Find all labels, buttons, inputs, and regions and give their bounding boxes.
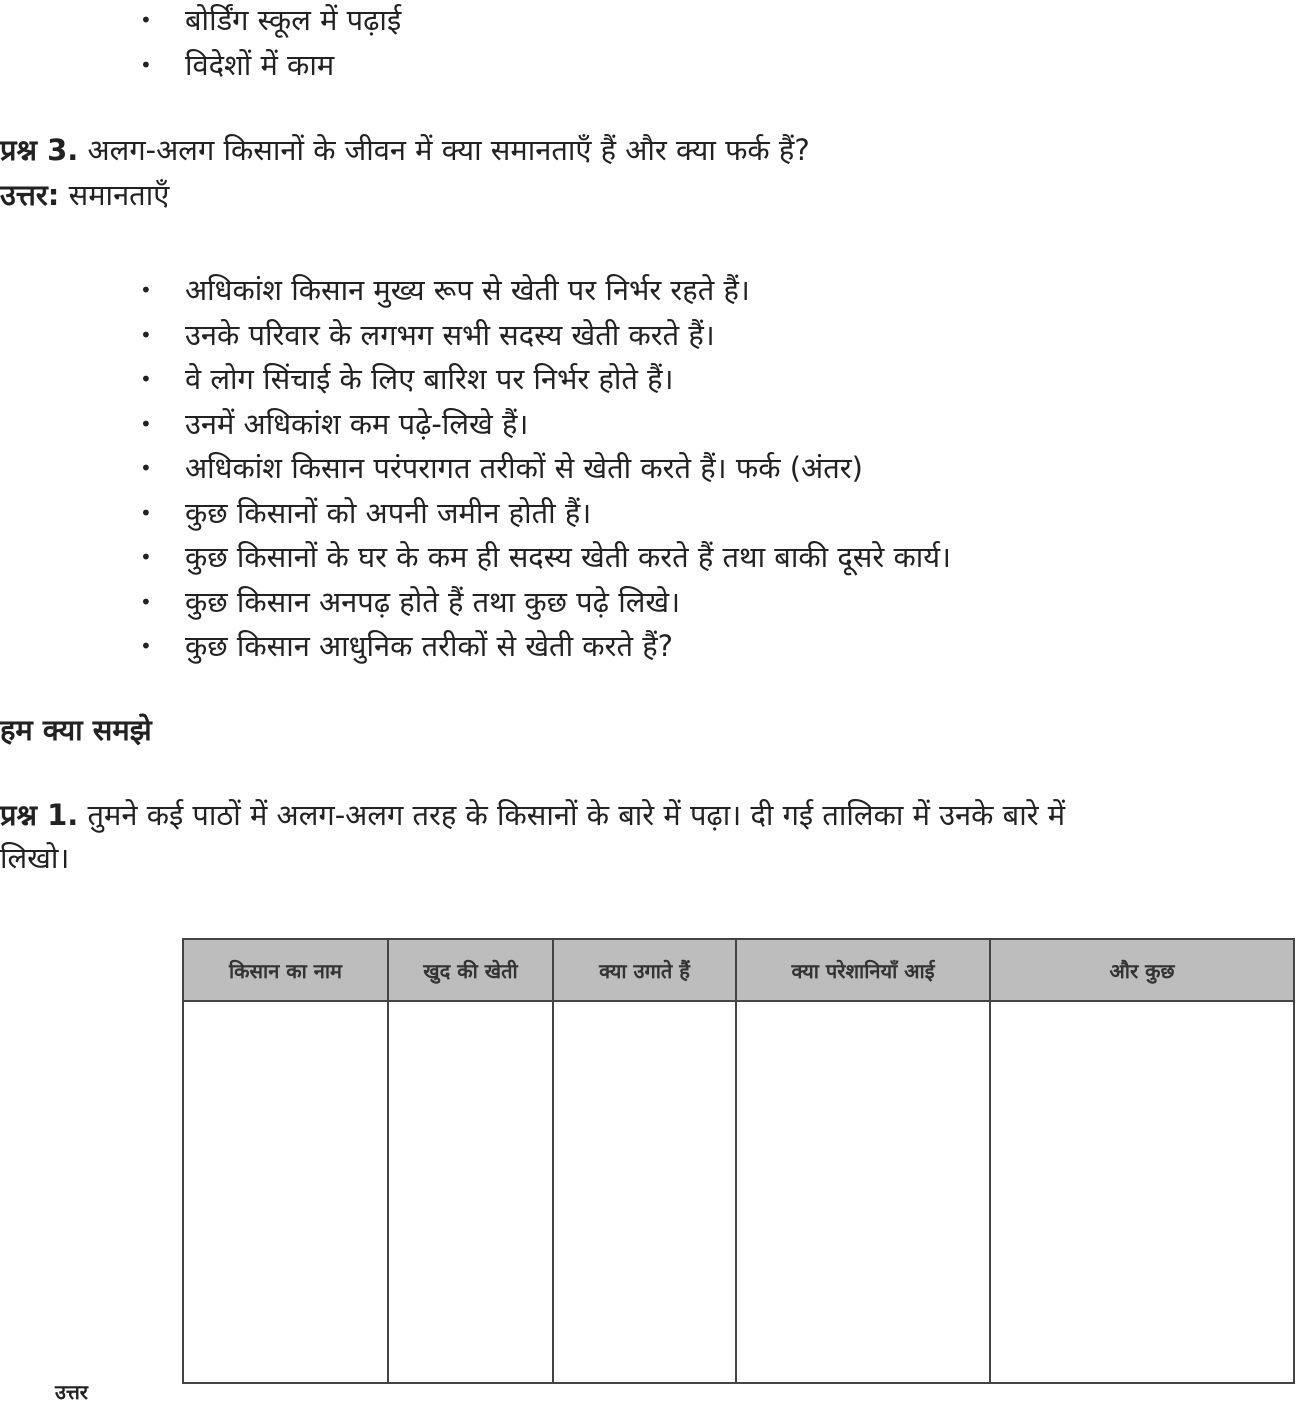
bullet-icon: • — [140, 278, 152, 302]
table-header: क्या उगाते हैं — [553, 939, 736, 1001]
question-label: प्रश्न 3. — [0, 133, 79, 167]
bullet-icon: • — [140, 367, 152, 391]
question-3 — [0, 130, 810, 170]
question-text: अलग-अलग किसानों के जीवन में क्या समानताएँ हैं और क्या फर्क हैं? — [87, 133, 810, 167]
question-1-line2: लिखो। — [0, 841, 70, 875]
table-header: खुद की खेती — [388, 939, 553, 1001]
section-heading: हम क्या समझे — [0, 713, 152, 747]
bullet-icon: • — [140, 589, 152, 614]
question-label: प्रश्न 1. — [0, 798, 79, 832]
answer-text: समानताएँ — [68, 178, 170, 212]
bullet-icon: • — [140, 53, 152, 77]
bullet-icon: • — [140, 456, 152, 480]
list-item: बोर्डिंग स्कूल में पढ़ाई — [185, 3, 402, 37]
bullet-icon: • — [140, 545, 152, 569]
list-item: कुछ किसान अनपढ़ होते हैं तथा कुछ पढ़े लिखे। — [185, 584, 681, 619]
list-item: अधिकांश किसान परंपरागत तरीकों से खेती करते हैं। फर्क (अंतर) — [185, 451, 863, 485]
bullet-icon: • — [140, 411, 152, 436]
bullet-icon: • — [140, 8, 152, 32]
list-item: कुछ किसान आधुनिक तरीकों से खेती करते हैं? — [185, 629, 673, 663]
question-1 — [0, 795, 1065, 835]
answer-3 — [0, 175, 169, 215]
table-cell — [183, 1001, 388, 1383]
list-item: उनमें अधिकांश कम पढ़े-लिखे हैं। — [185, 406, 529, 441]
list-item: कुछ किसानों के घर के कम ही सदस्य खेती करते हैं तथा बाकी दूसरे कार्य। — [185, 540, 952, 574]
bullet-icon: • — [140, 500, 152, 525]
table-cell — [736, 1001, 990, 1383]
list-item: कुछ किसानों को अपनी जमीन होती हैं। — [185, 495, 592, 530]
bullet-icon: • — [140, 322, 152, 347]
table-header: और कुछ — [990, 939, 1294, 1001]
answer-label: उत्तर: — [0, 178, 60, 212]
bullet-icon: • — [140, 634, 152, 658]
farmer-table — [182, 938, 1295, 1384]
list-item: अधिकांश किसान मुख्य रूप से खेती पर निर्भर रहते हैं। — [185, 273, 750, 307]
table-cell — [990, 1001, 1294, 1383]
table-header: क्या परेशानियाँ आई — [736, 939, 990, 1001]
question-text: तुमने कई पाठों में अलग-अलग तरह के किसानों के बारे में पढ़ा। दी गई तालिका में उनके बारे में — [87, 798, 1066, 832]
table-cell — [388, 1001, 553, 1383]
table-cell — [553, 1001, 736, 1383]
list-item: वे लोग सिंचाई के लिए बारिश पर निर्भर होते हैं। — [185, 362, 674, 396]
table-header: किसान का नाम — [183, 939, 388, 1001]
list-item: उनके परिवार के लगभग सभी सदस्य खेती करते हैं। — [185, 317, 715, 352]
footer-answer-label: उत्तर — [55, 1380, 88, 1404]
list-item: विदेशों में काम — [185, 48, 335, 82]
